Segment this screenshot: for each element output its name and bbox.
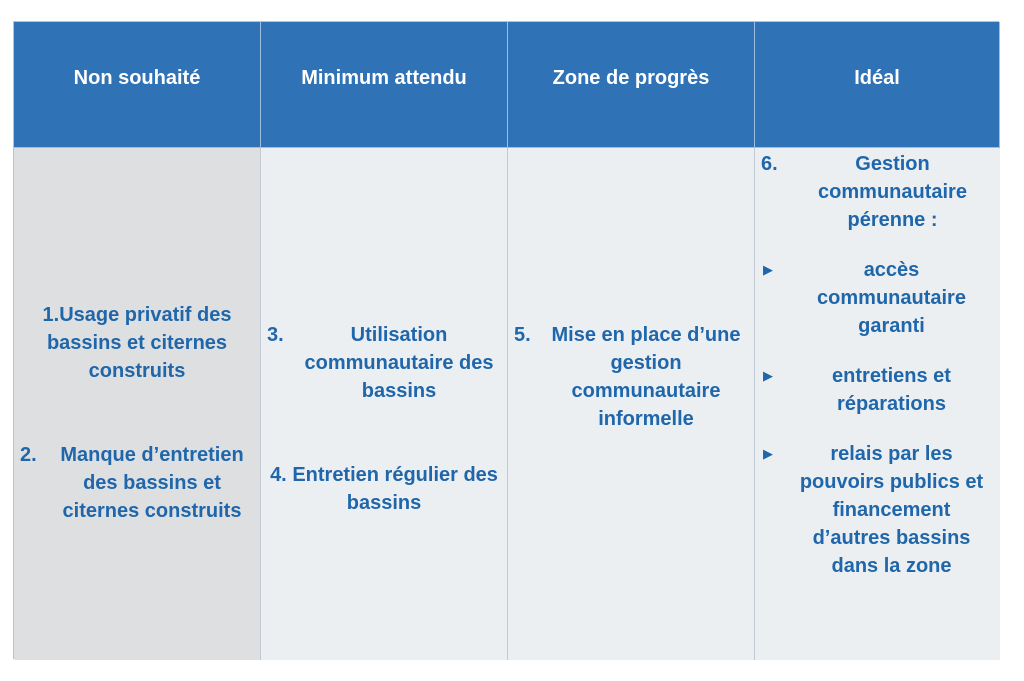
item-2-text: Manque d’entretien des bassins et citernes construits [60,444,244,522]
cell-zone-de-progres [508,148,755,660]
cell-ideal [755,148,1000,660]
ideal-bullet-1-text: accès communautaire garanti [817,259,966,337]
item-2 [14,441,260,525]
triangle-right-icon: ▶ [763,368,773,383]
header-ideal: Idéal [755,22,1000,148]
item-5 [508,321,754,433]
comparison-table [13,21,999,659]
item-1-text: Usage privatif des bassins et citernes construits [46,304,232,382]
ideal-bullet-3-text: relais par les pouvoirs publics et financement d’autres bassins dans la zone [799,443,984,577]
cell-non-souhaite [14,148,261,660]
item-1 [14,301,260,385]
item-3 [261,321,507,405]
cell-minimum-attendu [261,148,508,660]
item-3-text: Utilisation communautaire des bassins [304,324,494,402]
header-minimum-attendu: Minimum attendu [261,22,508,148]
ideal-bullet-1 [755,256,1000,340]
item-2-number: 2. [20,444,37,466]
header-zone-de-progres: Zone de progrès [508,22,755,148]
item-5-number: 5. [514,324,531,346]
triangle-right-icon: ▶ [763,446,773,461]
triangle-right-icon: ▶ [763,262,773,277]
item-6-number: 6. [761,153,778,175]
item-6-text: Gestion communautaire pérenne : [818,153,967,231]
ideal-bullet-2 [755,362,1000,418]
ideal-bullet-2-text: entretiens et réparations [832,365,951,415]
item-4-number: 4. [270,464,287,486]
header-non-souhaite: Non souhaité [14,22,261,148]
item-4 [261,461,507,517]
ideal-bullet-3 [755,440,1000,580]
item-3-number: 3. [267,324,284,346]
item-1-number: 1. [42,304,60,326]
item-5-text: Mise en place d’une gestion communautaire informelle [551,324,741,430]
item-4-text: Entretien régulier des bassins [292,464,498,514]
item-6 [755,150,1000,234]
